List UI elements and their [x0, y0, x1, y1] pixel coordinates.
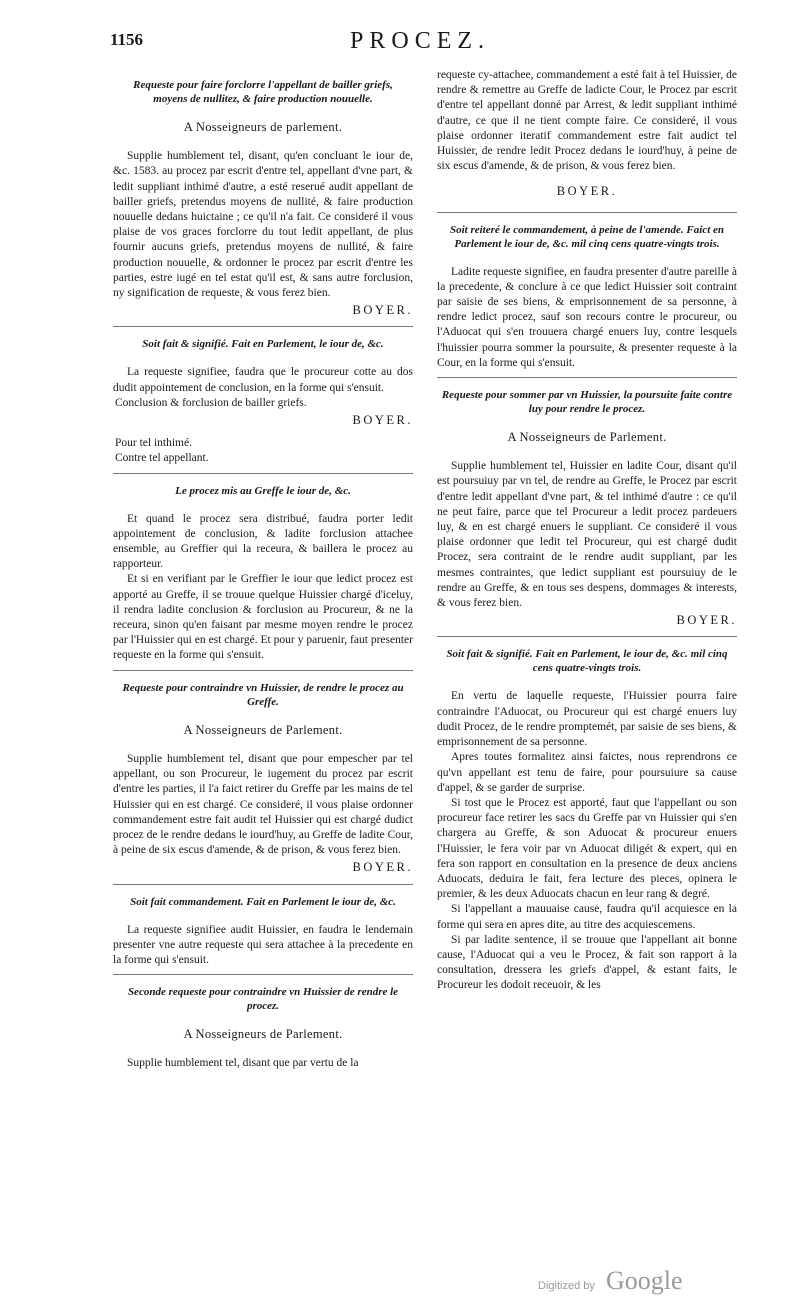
- section-title: Requeste pour faire forclorre l'appellant de bailler griefs, moyens de nullitez, & faire production nouuelle.: [133, 79, 393, 105]
- divider: [437, 636, 737, 637]
- google-logo: Google: [606, 1266, 683, 1295]
- signature: BOYER.: [352, 303, 413, 318]
- signature: BOYER.: [352, 860, 413, 875]
- divider: [113, 473, 413, 474]
- section-title: Soit fait & signifié. Fait en Parlement, le iour de, &c. mil cinq cens quatre-vingts trois.: [446, 648, 728, 675]
- divider: [113, 974, 413, 975]
- paragraph: Ladite requeste signifiee, en faudra presenter d'autre pareille à la precedente, & conclure à ce que ledict Huissier soit contraint par saisie de ses biens, & emprisonnement de sa personne, à rendre ledict procez, sauf son recours contre le procureur, ou l'Aduocat qui s'en trouuera chargé enuers luy, contre lesquels l'huissier pourra sommer la poursuite, & presenter requeste à la Cour, en la forme qui s'ensuit.: [437, 265, 737, 369]
- paragraph: Supplie humblement tel, disant que par vertu de la: [127, 1057, 359, 1070]
- divider: [113, 326, 413, 327]
- signature: BOYER.: [676, 613, 737, 628]
- paragraph: Apres toutes formalitez ainsi faictes, nous reprendrons ce qu'vn appellant est tenu de faire, pour poursuiure sa cause d'appel, & se garder de surprise.: [437, 751, 737, 794]
- right-column: [437, 68, 737, 994]
- left-column: [113, 68, 413, 1072]
- page-header: [110, 28, 730, 64]
- signature: BOYER.: [556, 184, 618, 199]
- text-line: Pour tel inthimé.: [115, 437, 192, 450]
- paragraph: requeste cy-attachee, commandement a esté fait à tel Huissier, de rendre & remettre au Greffe de ladicte Cour, le Procez par escrit d'entre tel appellant donné par Arrest, & ledit suppliant inthimé d'autre, ce que il ne tient compte faire. Ce consideré, il vous plaise ordonner iteratif commandement estre fait audict tel Huissier, de rendre ledit Procez dedans le iourd'huy, à peine de six escus d'amende, & de prison, & vous ferez bien.: [437, 69, 737, 173]
- paragraph: Et quand le procez sera distribué, faudra porter ledit appointement de conclusion, & ladite forclusion attachee ensemble, au Greffier qui la receura, & baillera le procez au rapporteur.: [113, 512, 413, 571]
- paragraph: Supplie humblement tel, Huissier en ladite Cour, disant qu'il est poursuiuy par vn tel, de rendre au Greffe, le Procez par escrit d'entre ledit appellant d'vne part, & tel inthimé d'autre : ce qu'il ne peut faire, parce que tel Procureur a ledit procez pardeuers luy, & en est chargé enuers le suppliant. Ce consideré il vous plaise ordonner que ledit tel Procureur, qui est chargé dudit Procez, sera contraint de le rendre audit suppliant, par les mesmes contraintes, que ledict suppliant est poursuiuy de le rendre au Greffe, & en tous ses despens, dommages & interests, & vous ferez bien.: [437, 460, 737, 610]
- section-title: Le procez mis au Greffe le iour de, &c.: [175, 484, 351, 497]
- paragraph: La requeste signifiee, faudra que le procureur cotte au dos dudit appointement de conclusion, en la forme qui s'ensuit.: [113, 366, 413, 394]
- digitization-watermark: [538, 1266, 738, 1300]
- paragraph: La requeste signifiee audit Huissier, en faudra le lendemain presenter vne autre requeste qui sera attachee à la precedente en la forme qui s'ensuit.: [113, 923, 413, 966]
- divider: [113, 670, 413, 671]
- text-line: Contre tel appellant.: [115, 452, 209, 465]
- text-line: Conclusion & forclusion de bailler griefs.: [115, 396, 307, 409]
- divider: [437, 212, 737, 213]
- paragraph: Supplie humblement tel, disant que pour empescher par tel appellant, ou son Procureur, le iugement du procez par escrit d'entre les parties, il l'a faict retirer du Greffe par les mains de tel Huissier qui en est chargé. Ce consideré, il vous plaise ordonner commandement estre fait audit tel Huissier qui est chargé dudict procez de le rendre dedans le iourd'huy, au Greffe de ladite Cour, à peine de six escus d'amende, & de prison, & vous ferez bien.: [113, 752, 413, 857]
- section-title: Soit fait commandement. Fait en Parlement le iour de, &c.: [130, 895, 396, 908]
- paragraph: Si tost que le Procez est apporté, faut que l'appellant ou son procureur face retirer les sacs du Greffe par vn Huissier qui s'en chargera au Greffe, & son Aduocat & procureur enuers l'Huissier, le fera voir par vn Aduocat diligét & expert, qui en fera son rapport en consultation en la presence de deux anciens Aduocats, deduira le fait, fera lecture des pieces, opinera le premier, & les deux Aduocats chacun en leur rang & degré.: [437, 796, 737, 901]
- section-title: Soit fait & signifié. Fait en Parlement, le iour de, &c.: [142, 338, 384, 351]
- divider: [437, 377, 737, 378]
- paragraph: Et si en verifiant par le Greffier le iour que ledict procez est apporté au Greffe, il se trouue quelque Huissier chargé d'iceluy, il rendra ladite conclusion & forclusion au Procureur, & ne la receura, sinon qu'en faisant par mesme moyen rendre le procez par l'Huissier qui en est chargé. Et pour y paruenir, faut presenter requeste en la forme qui s'ensuit.: [113, 573, 413, 662]
- paragraph: Si par ladite sentence, il se trouue que l'appellant ait bonne cause, l'Aduocat qui a veu le Procez, & fait son rapport à la consultation, dressera les griefs d'appel, & estant faits, le Procureur les dodoit receuoir, & les: [437, 933, 737, 992]
- addressee: A Nosseigneurs de parlement.: [183, 120, 343, 134]
- signature: BOYER.: [352, 413, 413, 428]
- watermark-prefix: Digitized by: [538, 1280, 595, 1292]
- divider: [113, 884, 413, 885]
- paragraph: Supplie humblement tel, disant, qu'en concluant le iour de, &c. 1583. au procez par escrit d'entre tel, appellant d'vne part, & ledit suppliant inthimé d'autre, a esté reserué audit appellant de bailler griefs, pretendus moyens de nullité, & faire production nouuelle dedans huictaine ; ce qu'il n'a fait. Ce consideré il vous plaise de vos graces forclorre du tout ledit appellant, de plus fournir aucuns griefs, pretendus moyens de nullité, & faire production nouuelle, & ordonner le procez par escrit d'entre les parties, estre iugé en tel estat qu'il est, & sans autre forclusion, ny signification de requeste, & vous ferez bien.: [113, 150, 413, 300]
- section-title: Seconde requeste pour contraindre vn Huissier de rendre le procez.: [127, 986, 399, 1013]
- addressee: A Nosseigneurs de Parlement.: [183, 1027, 343, 1042]
- addressee: A Nosseigneurs de Parlement.: [183, 722, 343, 737]
- section-title: Requeste pour sommer par vn Huissier, la poursuite faite contre luy pour rendre le procez.: [441, 389, 733, 416]
- addressee: A Nosseigneurs de Parlement.: [507, 430, 667, 445]
- section-title: Soit reiteré le commandement, à peine de l'amende. Faict en Parlement le iour de, &c. mil cinq cens quatre-vingts trois.: [449, 223, 725, 250]
- page-number: 1156: [110, 30, 144, 49]
- section-title: Requeste pour contraindre vn Huissier, de rendre le procez au Greffe.: [122, 681, 404, 708]
- running-title: PROCEZ.: [350, 28, 491, 54]
- paragraph: Si l'appellant a mauuaise cause, faudra qu'il acquiesce en la forme qui sera en apres dite, au titre des acquiescemens.: [437, 903, 737, 931]
- paragraph: En vertu de laquelle requeste, l'Huissier pourra faire contraindre l'Aduocat, ou Procureur qui est chargé enuers luy dudit Procez, de le rendre promptemét, par saisie de ses biens, & emprisonnement de sa personne.: [437, 690, 737, 749]
